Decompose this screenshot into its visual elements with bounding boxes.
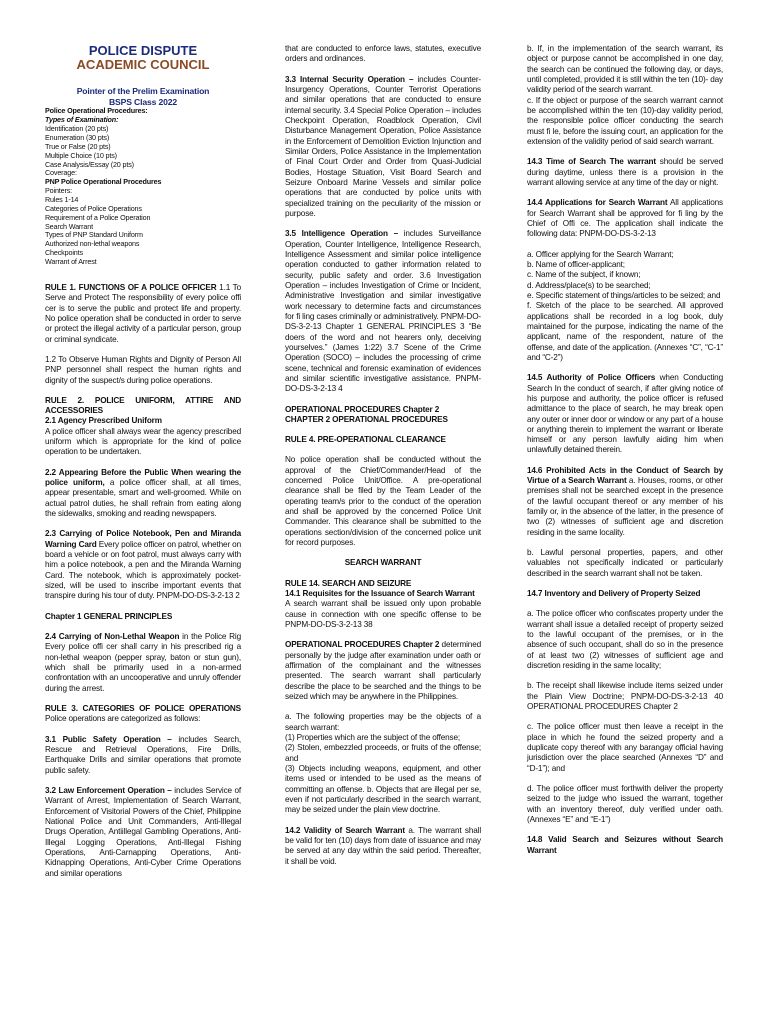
paragraph-text: A search warrant shall be issued only upon probable cause in connection with one specific offense to be PNPM-DO-DS-3-2-13 38	[285, 599, 481, 630]
paragraph	[527, 548, 723, 579]
coverage-item: Police Operational Procedures:	[45, 106, 148, 116]
section-heading: 2.2 Appearing Before the Public When wearing the police uniform,	[45, 467, 241, 488]
coverage-item: Coverage:	[45, 168, 77, 178]
paragraph	[45, 735, 241, 776]
paragraph-text: b. The receipt shall likewise include items seized under the Plain View Doctrine; PNPM-DO-DS-3-2-13 40 OPERATIONAL PROCEDURES Chapter 2	[527, 681, 723, 712]
section-heading: SEARCH WARRANT	[344, 558, 422, 568]
paragraph	[527, 250, 723, 364]
section-heading: RULE 14. SEARCH AND SEIZURE 14.1 Requisites for the Issuance of Search Warrant	[285, 578, 475, 599]
paragraph	[285, 455, 481, 548]
document-subtitle: ACADEMIC COUNCIL	[76, 56, 210, 72]
section-heading: 3.5 Intelligence Operation –	[285, 229, 398, 239]
paragraph-text: Every police officer on patrol, whether on board a vehicle or on foot patrol, must always carry with him a police notebook, a pen and the Miranda Warning Card. The notebook, which is approximately pocket-sized, will be used to inscribe important events that transpire during his tour of duty. PNPM-DO-DS-3-2-13 2	[45, 539, 241, 601]
paragraph	[527, 784, 723, 825]
paragraph	[527, 609, 723, 671]
paragraph	[45, 786, 241, 879]
paragraph	[285, 640, 481, 702]
paragraph-text: a police officer shall, at all times, appear presentable, smart and well-groomed. While on actual patrol duties, he shall refrain from eating along the sidewalks, smoking and reading newspapers.	[45, 478, 242, 519]
paragraph	[285, 579, 481, 631]
paragraph-text: includes Search, Rescue and Retrieval Operations, Fire Drills, Earthquake Drills and similar operations that promote public safety.	[45, 734, 241, 775]
coverage-item: Types of PNP Standard Uniform	[45, 230, 143, 240]
coverage-item: Authorized non-lethal weapons	[45, 239, 140, 249]
section-heading: 3.1 Public Safety Operation –	[45, 734, 172, 744]
coverage-item: Warrant of Arrest	[45, 257, 97, 267]
coverage-item: Categories of Police Operations	[45, 203, 142, 213]
paragraph	[45, 612, 241, 622]
section-heading: 14.2 Validity of Search Warrant	[285, 825, 405, 835]
paragraph	[45, 529, 241, 601]
paragraph-text: A police officer shall always wear the agency prescribed uniform which is appropriate for the kind of police operation to be undertaken.	[45, 426, 241, 457]
section-heading: 14.5 Authority of Police Officers	[527, 373, 656, 383]
paragraph	[285, 435, 481, 445]
paragraph	[285, 75, 481, 220]
paragraph	[45, 283, 241, 345]
section-heading: 3.3 Internal Security Operation –	[285, 74, 414, 84]
section-heading: 2.4 Carrying of Non-Lethal Weapon	[45, 632, 180, 642]
paragraph	[45, 396, 241, 458]
coverage-item: True or False (20 pts)	[45, 141, 111, 151]
pointer-line-2: BSPS Class 2022	[109, 96, 177, 107]
paragraph	[285, 44, 481, 65]
coverage-item: Rules 1-14	[45, 195, 79, 204]
paragraph	[527, 157, 723, 188]
paragraph-text: a. The warrant shall be valid for ten (10) days from date of issuance and may be served at any day within the said period. Thereafter, it shall be void.	[285, 825, 481, 866]
pointer-line-1: Pointer of the Prelim Examination	[76, 85, 210, 96]
paragraph	[45, 704, 241, 725]
paragraph-text: that are conducted to enforce laws, statutes, executive orders and ordinances.	[285, 44, 481, 64]
section-heading: 14.7 Inventory and Delivery of Property Seized	[527, 589, 701, 599]
paragraph	[285, 826, 481, 867]
coverage-item: Identification (20 pts)	[45, 124, 109, 134]
paragraph	[285, 405, 481, 426]
section-heading: 2.3 Carrying of Police Notebook, Pen and Miranda Warning Card	[45, 529, 241, 549]
paragraph-text: in the Police Rig Every police offi cer shall carry in his prescribed rig a non-lethal weapon (pepper spray, baton or stun gun), which shall be primarily used in a non-armed confrontation with an uncooperative and unruly offender during the arrest.	[45, 632, 241, 693]
section-heading: 14.3 Time of Search The warrant	[527, 157, 656, 167]
section-heading: RULE 1. FUNCTIONS OF A POLICE OFFICER	[45, 282, 217, 292]
paragraph-text: includes Surveillance Operation, Counter Intelligence, Intelligence Research, Intelligence Assessment and similar police intelligence operation conducted to gather information related to security, public safety and order. 3.6 Investigation Operation – includes Investigation of Crime or Incident, Administrative Investigation and similar investigative work necessary to determine facts and circumstances for fi ling cases criminally or administratively. PNPM-DO-DS-3-2-13 Chapter 1 GENERAL PRINCIPLES 3 “Be doers of the word and not hearers only, deceiving yourselves.” (James 1:22) 3.7 Scene of the Crime Operation (SOCO) – includes the processing of crime scene, technical and forensic examination of evidences and similar scientific investigative assistance. PNPM-DO-DS-3-2-13 4	[285, 229, 482, 394]
section-heading: Chapter 1 GENERAL PRINCIPLES	[45, 611, 173, 621]
paragraph	[527, 373, 723, 456]
section-heading: OPERATIONAL PROCEDURES Chapter 2 CHAPTER 2 OPERATIONAL PROCEDURES	[285, 404, 448, 424]
paragraph	[527, 198, 723, 239]
column-1	[45, 44, 241, 885]
paragraph-text: should be served during daytime, unless there is a provision in the warrant allowing service at any time of the day or night.	[527, 157, 723, 187]
coverage-item: PNP Police Operational Procedures	[45, 177, 162, 187]
document-title: POLICE DISPUTE	[88, 43, 198, 58]
paragraph	[527, 681, 723, 712]
paragraph-text: a. Houses, rooms, or other premises shall not be searched except in the presence of the lawful occupant thereof or any member of his family or, in the absence of the latter, in the presence of two (2) witnesses of sufficient age and discretion residing in the same locality.	[527, 476, 723, 537]
paragraph	[285, 229, 481, 394]
paragraph	[45, 632, 241, 694]
section-heading: 3.2 Law Enforcement Operation –	[45, 786, 172, 795]
paragraph-text: a. The police officer who confiscates property under the warrant shall issue a detailed receipt of property seized to the lawful occupant of the premises, or in the absence of such occupant, shall do so in the presence of at least two (2) witnesses of sufficient age and discretion residing in the same locality;	[527, 609, 723, 671]
paragraph-text: includes Service of Warrant of Arrest, Implementation of Search Warrant, Enforcement of Visitorial Powers of the Chief, Philippine National Police and Unit Commanders, Anti-Illegal Drugs Operation, Antiillegal Gambling Operations, Anti-Illegal Logging Operations, Anti-Illegal Fishing Operations, Anti-Carnapping Operations, Anti-Kidnapping Operations, Anti-Cyber Crime Operations and similar operations	[45, 786, 241, 878]
section-heading: 14.4 Applications for Search Warrant	[527, 198, 668, 208]
paragraph-text: when Conducting Search In the conduct of search, if after giving notice of his purpose and authority, the police officer is refused admittance to the place of search, he may break open any outer or inner door or window or any part of a house or anything therein to implement the warrant or liberate himself or any person lawfully aiding him when unlawfully detained therein.	[527, 373, 723, 455]
paragraph-text: No police operation shall be conducted without the approval of the Chief/Commander/Head of the concerned Police Unit/Office. A pre-operational clearance shall be filed by the Team Leader of the operating team/s prior to the conduct of the operation and shall be approved by the concerned Police Unit Commander. This clearance shall be submitted to the operations section/division of the concerned police unit for record purposes.	[285, 455, 481, 548]
paragraph-text: b. If, in the implementation of the search warrant, its object or purpose cannot be accomplished in one day, the search can be continued the following day, or days, until completed, provided it is still within the ten (10)- day validity period of the search warrant. c. If the object or purpose of the search warrant cannot be accomplished within the ten (10)-day validity period, the responsible police officer conducting the search must fi le, before the issuing court, an application for the extension of the validity period of said search warrant.	[527, 44, 723, 146]
paragraph-text: 1.1 To Serve and Protect The responsibility of every police offi cer is to serve the public and protect life and property. No police operation shall be conducted in order to serve or protect the illegal activity of a particular person, group or criminal syndicate.	[45, 282, 241, 344]
paragraph-text: b. Lawful personal properties, papers, and other valuables not specifically indicated or particularly described in the search warrant shall not be taken.	[527, 548, 723, 578]
column-3	[527, 44, 723, 862]
paragraph	[45, 468, 241, 520]
paragraph-text: 1.2 To Observe Human Rights and Dignity of Person All PNP personnel shall respect the human rights and dignity of the suspect/s during police operations.	[45, 354, 241, 385]
paragraph-text: a. The following properties may be the objects of a search warrant: (1) Properties which are the subject of the offense; (2) Stolen, embezzled proceeds, or fruits of the offense; and (3) Objects including weapons, equipment, and other items used or intended to be used as the means of committing an offense. b. Objects that are illegal per se, even if not particularly described in the search warrant, may be seized under the plain view doctrine.	[285, 712, 481, 815]
paragraph-text: determined personally by the judge after examination under oath or affirmation of the complainant and the witnesses presented. The search warrant shall particularly describe the place to be searched and the things to be seized which may be anywhere in the Philippines.	[285, 640, 482, 702]
paragraph-text: All applications for Search Warrant shall be approved for fi ling by the Chief of Offi ce. The application shall indicate the following data: PNPM-DO-DS-3-2-13	[527, 198, 723, 239]
paragraph	[285, 712, 481, 815]
coverage-item: Types of Examination:	[45, 115, 119, 125]
section-heading: 14.6 Prohibited Acts in the Conduct of Search by Virtue of a Search Warrant	[527, 465, 723, 486]
section-heading: RULE 2. POLICE UNIFORM, ATTIRE AND ACCESSORIES 2.1 Agency Prescribed Uniform	[45, 395, 241, 426]
section-heading: 14.8 Valid Search and Seizures without Search Warrant	[527, 835, 723, 855]
coverage-item: Requirement of a Police Operation	[45, 212, 151, 222]
paragraph	[527, 835, 723, 856]
paragraph-text: d. The police officer must forthwith deliver the property seized to the judge who issued the warrant, together with an inventory thereof, duly verified under oath. (Annexes “E” and “E-1”)	[527, 784, 723, 824]
section-heading: OPERATIONAL PROCEDURES Chapter 2	[285, 640, 440, 650]
coverage-item: Pointers:	[45, 186, 73, 196]
paragraph	[285, 558, 481, 568]
coverage-item: Enumeration (30 pts)	[45, 132, 110, 142]
paragraph-text: c. The police officer must then leave a receipt in the place in which he found the seized property and a duplicate copy thereof with any barangay official having jurisdiction over the place searched (Annexes “D” and “D-1”); and	[527, 722, 723, 773]
paragraph	[527, 589, 723, 599]
paragraph-text: includes Counter-Insurgency Operations, Counter Terrorist Operations and similar operations that are conducted to ensure internal security. 3.4 Special Police Operation – includes Checkpoint Operation, Roadblock Operation, Civil Disturbance Management Operation, Police Assistance in the Enforcement of Demolition Eviction Injunction and Similar Orders, Police Assistance in the Implementation of Final Court Order and Order from Quasi-Judicial Bodies, Hostage Situation, Visit Board Search and Seizure Onboard Marine Vessels and similar police operations that are conducted by police units with specialized training on the peculiarity of the mission or purpose.	[285, 74, 481, 218]
paragraph-text: Police operations are categorized as follows:	[45, 714, 201, 724]
coverage-item: Case Analysis/Essay (20 pts)	[45, 159, 134, 169]
paragraph	[527, 44, 723, 147]
paragraph-text: a. Officer applying for the Search Warrant; b. Name of officer-applicant; c. Name of the subject, if known; d. Address/place(s) to be searched; e. Specific statement of things/articles to be seized; and f. Sketch of the place to be searched. All approved applications shall be recorded in a log book, duly maintained for the purpose, indicating the name of the applicant, name of the respondent, nature of the offense, and date of the application. (Annexes “C”, “C-1” and “C-2”)	[527, 249, 723, 362]
paragraph	[527, 722, 723, 774]
coverage-item: Search Warrant	[45, 221, 93, 231]
coverage-list	[45, 107, 241, 266]
section-heading: RULE 3. CATEGORIES OF POLICE OPERATIONS	[45, 704, 241, 714]
column-2	[285, 44, 481, 873]
coverage-item: Multiple Choice (10 pts)	[45, 150, 117, 160]
coverage-item: Checkpoints	[45, 248, 83, 258]
paragraph	[45, 355, 241, 386]
section-heading: RULE 4. PRE-OPERATIONAL CLEARANCE	[285, 435, 446, 445]
paragraph	[527, 466, 723, 538]
column-1-body	[45, 283, 241, 879]
